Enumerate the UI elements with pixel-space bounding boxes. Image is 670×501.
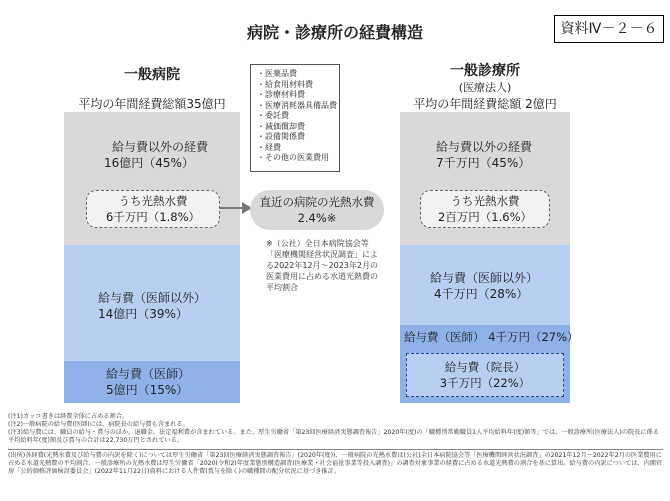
footnote: (注3)給与費には、職員の給与・賞与のほか、退職金、法定福利費が含まれている。また、厚生労働省「第23回医療経済実態調査報告」2020年(度)の「職種別常勤職員1人平均給料年(度)額等」では、一般診療所(医療法人)の院長に係る平均給料年(度)額及び賞与の合計は22,730万円とされている。 (8, 429, 659, 444)
hospital-utility-label: うち光熱水費 (118, 194, 188, 208)
hospital-salary-non-doctor-block (64, 245, 240, 361)
clinic-heading: 一般診療所 (450, 63, 520, 79)
recent-utility-label: 直近の病院の光熱水費 (259, 195, 375, 209)
hospital-heading: 一般病院 (124, 67, 180, 83)
clinic-salary-director-value: 3千万円（22%） (439, 376, 531, 390)
clinic-salary-director-box (406, 353, 564, 397)
expense-item: ・医薬品費 (257, 69, 297, 78)
hospital-salary-non-doctor-value: 14億円（39%） (98, 307, 188, 321)
clinic-salary-non-doctor-block (400, 245, 570, 325)
clinic-non-salary-value: 7千万円（45%） (436, 156, 531, 170)
recent-utility-note: ※（公社）全日本病院協会等「医療機関経営状況調査」による2022年12月～2023年2月の医業費用に占める水道光熱費の平均割合 (266, 239, 378, 292)
expense-items-list (250, 64, 340, 172)
expense-item: ・給食用材料費 (257, 79, 313, 89)
hospital-average-total: 平均の年間経費総額35億円 (78, 97, 226, 111)
clinic-salary-non-doctor-label: 給与費（医師以外） (430, 271, 539, 285)
clinic-utility-label: うち光熱水費 (450, 194, 520, 208)
hospital-non-salary-value: 16億円（45%） (104, 156, 194, 170)
clinic-salary-doctor-label: 給与費（医師） 4千万円（27%） (404, 330, 579, 344)
clinic-salary-director-label: 給与費（院長） (444, 360, 526, 374)
expense-item: ・その他の医業費用 (257, 153, 329, 162)
clinic-non-salary-block (400, 112, 570, 245)
footnote: (注2)一般病院の給与費(医師)には、病院長の給与費も含まれる。 (8, 421, 189, 428)
hospital-salary-doctor-value: 5億円（15%） (106, 383, 189, 397)
reference-label: 資料Ⅳ－２－６ (554, 15, 664, 43)
hospital-salary-doctor-block (64, 361, 240, 403)
footnote: (注1)カッコ書きは経費全体に占める割合。 (8, 413, 129, 420)
source-note: (出所)各経費(光熱水費及び給与費の内訳を除く)については厚生労働省「第23回医療経済実態調査報告」(2020年(度))、一般病院の光熱水費は(公社)全日本病院協会等「医療機関経営状況調査」の2021年12月～2022年2月の医業費用に占める水道光熱費の平均割合、一般診療所の光熱水費は厚生労働省「2020(令和2)年度業態別構造調査(医療業・社会福祉事業等投入調査)」の調査対象事業の経費に占める水道光熱費の割合を基に算出。給与費の内訳については、内閣官房「公的価格評価検討委員会」(2022年11月22日)資料における人件費(賞与を除く)の職種間の配分状況に基づき推計。 (8, 452, 663, 475)
expense-item: ・経費 (257, 142, 281, 152)
hospital-utility-box (86, 190, 220, 228)
recent-utility-bubble (250, 190, 384, 230)
hospital-non-salary-block (64, 112, 240, 245)
expense-item: ・委託費 (257, 111, 289, 120)
clinic-salary-doctor-block (400, 325, 579, 403)
hospital-non-salary-label: 給与費以外の経費 (112, 140, 209, 154)
clinic-non-salary-label: 給与費以外の経費 (436, 140, 533, 154)
recent-utility-value: 2.4%※ (297, 211, 337, 225)
clinic-utility-box (420, 190, 550, 228)
clinic-subheading: (医療法人) (458, 81, 512, 94)
expense-item: ・医療消耗器具備品費 (257, 100, 337, 110)
hospital-salary-doctor-label: 給与費（医師） (106, 367, 191, 381)
hospital-salary-non-doctor-label: 給与費（医師以外） (98, 291, 207, 305)
expense-item: ・設備関係費 (257, 132, 305, 141)
clinic-average-total: 平均の年間経費総額 2億円 (413, 97, 557, 111)
clinic-salary-non-doctor-value: 4千万円（28%） (434, 287, 529, 301)
arrow-icon (218, 198, 254, 218)
divider (8, 449, 663, 450)
expense-item: ・減価償却費 (257, 121, 305, 131)
hospital-utility-value: 6千万円（1.8%） (105, 210, 201, 224)
clinic-utility-value: 2百万円（1.6%） (437, 210, 533, 224)
page-title: 病院・診療所の経費構造 (246, 23, 423, 42)
expense-item: ・診療材料費 (257, 90, 305, 99)
